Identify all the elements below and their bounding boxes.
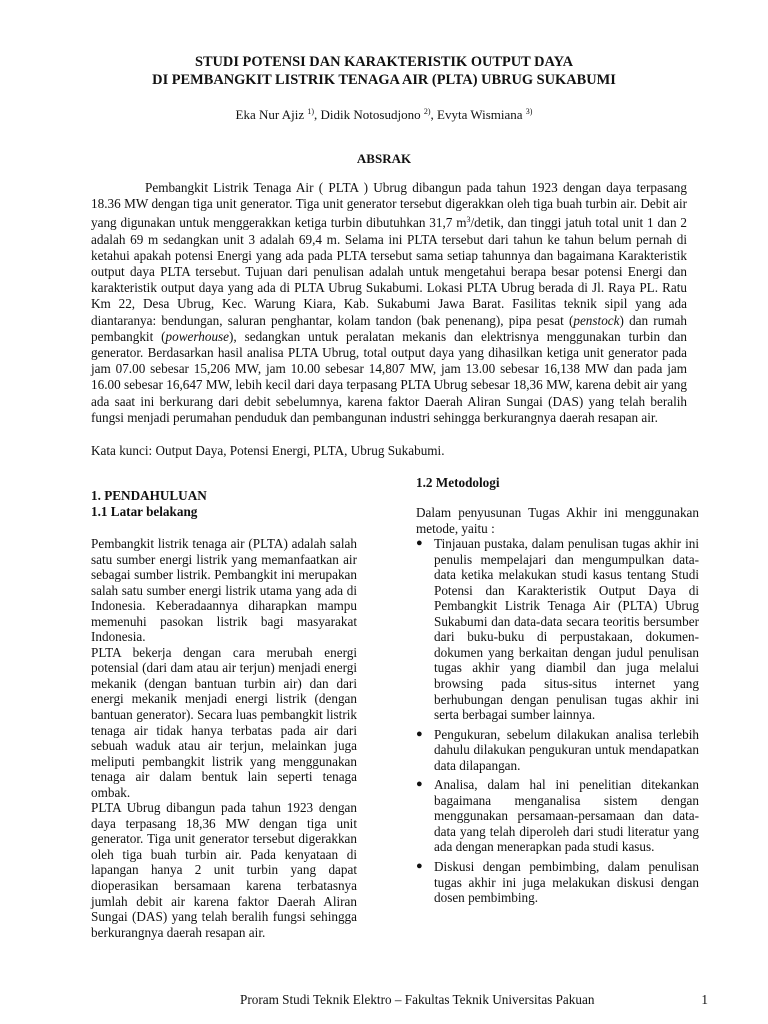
author-name: Evyta Wismiana (437, 107, 523, 122)
abstract-part: /detik, dan tinggi jatuh total unit 1 dan 2 adalah 69 m sedangkan unit 3 adalah 69,4 m. Selama ini PLTA tersebut dari tahun ke tahun belum pernah di ketahui apakah potensi Energi yang ada pada PLTA tersebut sama setiap tahunnya dan bagaimana Karakteristik output daya PLTA tersebut. Tujuan dari penulisan adalah untuk mengetahui berapa besar potensi Energi dan karakteristik output daya yang ada di PLTA Ubrug Sukabumi. Lokasi PLTA Ubrug berada di Jl. Raya PL. Ratu Km 22, Desa Ubrug, Kec. Warung Kiara, Kab. Sukabumi Jawa Barat. Fasilitas teknik sipil yang ada diantaranya: bendungan, saluran penghantar, kolam tandon (bak penenang), pipa pesat ( (91, 215, 687, 328)
method-intro: Dalam penyusunan Tugas Akhir ini menggunakan metode, yaitu : (416, 505, 699, 536)
method-list (416, 536, 699, 906)
abstract-superscript: 3 (466, 215, 471, 225)
page-footer (240, 992, 708, 1008)
author-separator: , (430, 107, 438, 122)
body-paragraph: PLTA bekerja dengan cara merubah energi potensial (dari dam atau air terjun) menjadi energi mekanik (dengan bantuan turbin air) dan dari energi mekanik menjadi energi listrik (dengan bantuan generator). Secara luas pembangkit listrik tenaga air tidak hanya terbatas pada air dari sebuah waduk atau air terjun, melainkan juga meliputi pembangkit listrik yang menggunakan tenaga air dalam bentuk lain seperti tenaga ombak. (91, 644, 357, 800)
author-name: Eka Nur Ajiz (235, 107, 305, 122)
paper-title (60, 53, 708, 89)
abstract-part: ), sedangkan untuk peralatan mekanis dan elektrisnya menggunakan turbin dan generator. Berdasarkan hasil analisa PLTA Ubrug, total output daya yang dihasilkan ketiga unit generator pada jam 07.00 sebesar 15,206 MW, jam 10.00 sebesar 14,807 MW, jam 13.00 sebesar 16,138 MW dan pada jam 16.00 sebesar 16,647 MW, lebih kecil dari daya terpasang PLTA Ubrug sebesar 18,36 MW, karena debit air yang ada saat ini berkurang dari debit sebelumnya, karena faktor Daerah Aliran Sungai (DAS) yang telah beralih fungsi menjadi perumahan penduduk dan pembangunan industri sehingga berkurangnya daerah resapan air. (91, 328, 687, 425)
method-item-text: Analisa, dalam hal ini penelitian ditekankan bagaimana menganalisa sistem dengan menggunakan persamaan-persamaan dan data-data yang telah diperoleh dari studi literatur yang ada dengan menerapkan pada studi kasus. (434, 777, 699, 855)
abstract-heading: ABSRAK (356, 151, 412, 166)
method-list-item (416, 536, 699, 723)
author-affiliation: 2) (423, 107, 431, 116)
bullet-icon: ● (416, 860, 423, 873)
author-list (60, 104, 708, 123)
author-affiliation: 1) (307, 107, 315, 116)
abstract-text (91, 180, 687, 426)
keywords: Kata kunci: Output Daya, Potensi Energi, PLTA, Ubrug Sukabumi. (91, 443, 445, 458)
left-column (91, 488, 357, 940)
author-name: Didik Notosudjono (320, 107, 421, 122)
method-item-text: Diskusi dengan pembimbing, dalam penulisan tugas akhir ini juga melakukan diskusi dengan dosen pembimbing. (434, 859, 699, 906)
body-paragraph: PLTA Ubrug dibangun pada tahun 1923 dengan daya terpasang 18,36 MW dengan tiga unit generator. Tiga unit generator tersebut digerakkan oleh tiga buah turbin air. Pada kenyataan di lapangan hanya 2 unit turbin yang dapat dioperasikan bersamaan karena terbatasnya jumlah debit air karena faktor Daerah Aliran Sungai (DAS) yang telah beralih fungsi sehingga berkurangnya daerah resapan air. (91, 800, 357, 940)
footer-text: Proram Studi Teknik Elektro – Fakultas Teknik Universitas Pakuan (240, 992, 595, 1007)
method-item-text: Pengukuran, sebelum dilakukan analisa terlebih dahulu dilakukan pengukuran untuk mendapatkan data dilapangan. (434, 726, 699, 773)
title-line-2: DI PEMBANGKIT LISTRIK TENAGA AIR (PLTA) UBRUG SUKABUMI (152, 72, 616, 88)
bullet-icon: ● (416, 727, 423, 740)
body-paragraph: Pembangkit listrik tenaga air (PLTA) adalah salah satu sumber energi listrik yang memanfaatkan air sebagai sumber listrik. Pembangkit ini merupakan salah satu sumber energi listrik utama yang ada di Indonesia. Keberadaannya diharapkan mampu memenuhi pasokan listrik bagi masyarakat Indonesia. (91, 536, 357, 645)
section-heading: 1. PENDAHULUAN (91, 488, 207, 503)
abstract-part: ) dan rumah pembangkit ( (91, 312, 687, 344)
method-list-item (416, 727, 699, 774)
abstract-part: Pembangkit Listrik Tenaga Air ( PLTA ) Ubrug dibangun pada tahun 1923 dengan daya terpasang 18.36 MW dengan tiga unit generator. Tiga unit generator tersebut digerakkan oleh tiga buah turbin air. Debit air yang digunakan untuk menggerakkan ketiga turbin dibutuhkan 31,7 m (91, 180, 687, 231)
bullet-icon: ● (416, 778, 423, 791)
subsection-heading: 1.2 Metodologi (416, 475, 500, 490)
method-list-item (416, 859, 699, 906)
abstract-italic-term: penstock (573, 312, 620, 328)
method-list-item (416, 777, 699, 855)
method-item-text: Tinjauan pustaka, dalam penulisan tugas akhir ini penulis mempelajari dan mengumpulkan data-data ketika melakukan studi kasus tentang Studi Potensi dan Karakteristik Output Daya di Pembangkit Listrik Tenaga Air (PLTA) Ubrug Sukabumi dan data-data secara teoritis bersumber dari buku-buku di perpustakaan, dokumen-dokumen yang berkaitan dengan judul penulisan tugas akhir yang diambil dan juga melalui browsing pada situs-situs internet yang berhubungan dengan penulisan tugas akhir ini serta berbagai sumber lainnya. (434, 536, 699, 723)
bullet-icon: ● (416, 537, 423, 550)
subsection-heading: 1.1 Latar belakang (91, 504, 198, 519)
abstract-italic-term: powerhouse (165, 328, 230, 344)
page-number: 1 (701, 992, 708, 1007)
author-separator: , (314, 107, 321, 122)
title-line-1: STUDI POTENSI DAN KARAKTERISTIK OUTPUT DAYA (194, 54, 574, 70)
right-column (416, 475, 699, 910)
author-affiliation: 3) (525, 107, 533, 116)
